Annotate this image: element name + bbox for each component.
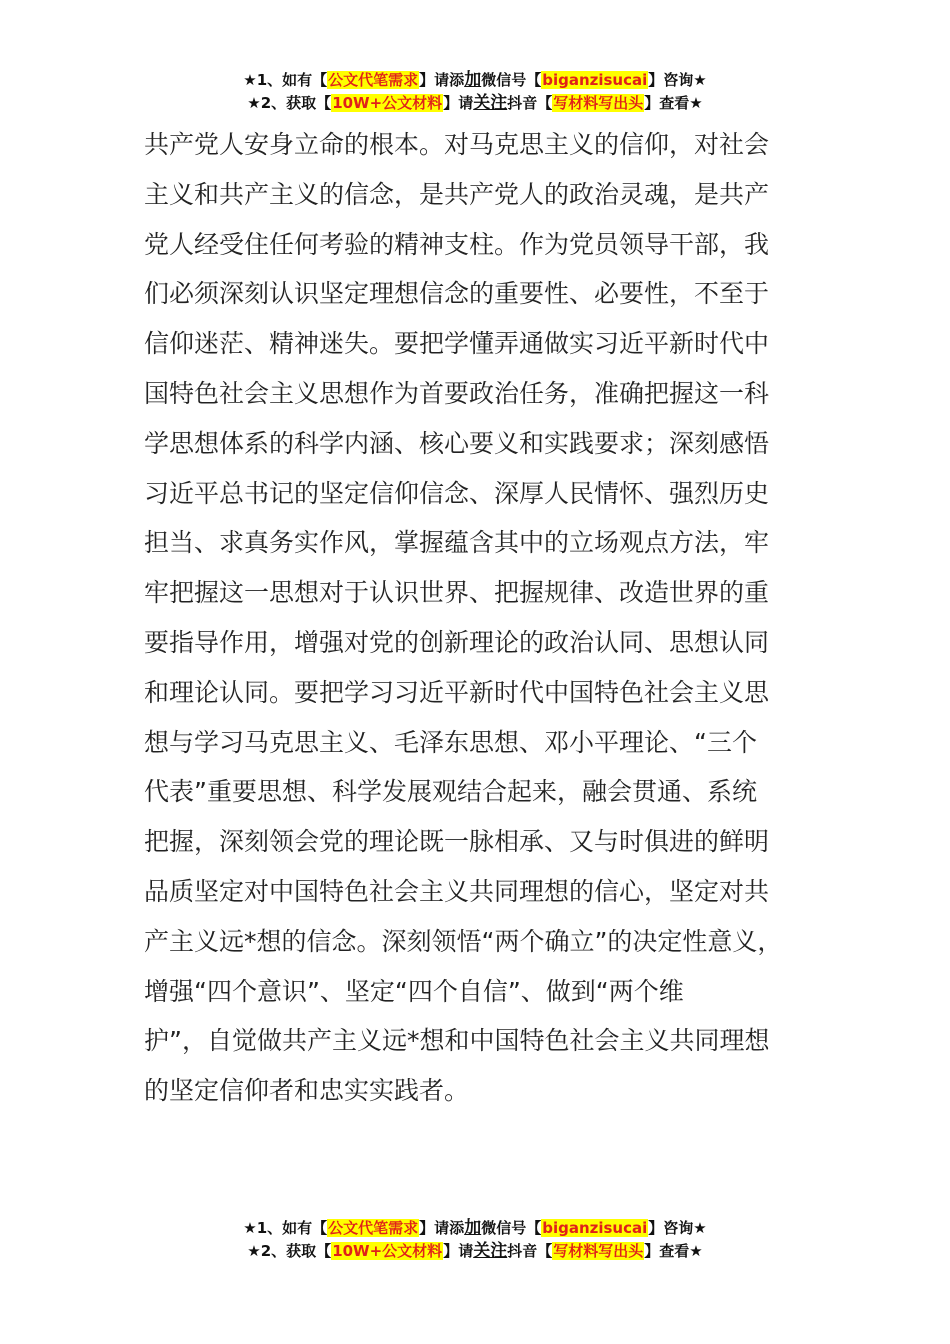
- body-line: 品质坚定对中国特色社会主义共同理想的信心，坚定对共: [144, 876, 770, 906]
- header-banner: [0, 69, 950, 115]
- body-line: 担当、求真务实作风，掌握蕴含其中的立场观点方法，牢: [144, 528, 770, 558]
- body-line: 共产党人安身立命的根本。对马克思主义的信仰，对社会: [144, 130, 770, 159]
- body-line: 习近平总书记的坚定信仰信念、深厚人民情怀、强烈历史: [144, 478, 770, 508]
- header-line-2-text-2: 抖音【: [507, 94, 553, 112]
- header-highlight-wechat: biganzisucai: [542, 71, 648, 89]
- header-line-2: [0, 92, 950, 115]
- footer-line-1-underline: 加: [464, 1218, 482, 1238]
- header-line-1: [0, 69, 950, 92]
- header-highlight-service: 公文代笔需求: [328, 71, 419, 89]
- header-line-1-text: 】请添: [419, 71, 465, 89]
- body-line: 牢把握这一思想对于认识世界、把握规律、改造世界的重: [144, 578, 770, 608]
- header-highlight-douyin: 写材料写出头: [553, 94, 644, 112]
- body-line: 代表”重要思想、科学发展观结合起来，融会贯通、系统: [144, 777, 757, 807]
- footer-line-1-text: 】请添: [419, 1219, 465, 1237]
- footer-line-2-text: 】请: [443, 1242, 474, 1260]
- footer-line-2-suffix: 】查看★: [644, 1242, 703, 1260]
- footer-line-1-suffix: 】咨询★: [648, 1219, 707, 1237]
- footer-highlight-wechat: biganzisucai: [542, 1219, 648, 1237]
- footer-line-2-text-2: 抖音【: [507, 1242, 553, 1260]
- footer-line-2-prefix: ★2、获取【: [247, 1242, 332, 1260]
- footer-highlight-service: 公文代笔需求: [328, 1219, 419, 1237]
- footer-line-1-prefix: ★1、如有【: [243, 1219, 328, 1237]
- footer-banner: [0, 1217, 950, 1263]
- body-line: 学思想体系的科学内涵、核心要义和实践要求；深刻感悟: [144, 428, 770, 458]
- body-line: 产主义远*想的信念。深刻领悟“两个确立”的决定性意义，: [144, 926, 783, 956]
- footer-line-1-text-2: 微信号【: [481, 1219, 542, 1237]
- body-line: 和理论认同。要把学习习近平新时代中国特色社会主义思: [144, 677, 770, 707]
- body-line: 想与学习马克思主义、毛泽东思想、邓小平理论、“三个: [144, 727, 757, 757]
- body-line: 国特色社会主义思想作为首要政治任务，准确把握这一科: [144, 378, 770, 408]
- footer-line-2-underline: 关注: [473, 1241, 508, 1261]
- footer-line-1: [0, 1217, 950, 1240]
- footer-highlight-douyin: 写材料写出头: [553, 1242, 644, 1260]
- body-line: 主义和共产主义的信念，是共产党人的政治灵魂，是共产: [144, 179, 770, 209]
- header-line-2-underline: 关注: [473, 93, 508, 113]
- body-line: 护”，自觉做共产主义远*想和中国特色社会主义共同理想: [144, 1026, 770, 1056]
- header-line-1-prefix: ★1、如有【: [243, 71, 328, 89]
- header-line-2-text: 】请: [443, 94, 474, 112]
- document-body: [144, 120, 814, 1116]
- footer-highlight-materials: 10W+公文材料: [332, 1242, 443, 1260]
- body-line: 要指导作用，增强对党的创新理论的政治认同、思想认同: [144, 627, 770, 657]
- body-line: 信仰迷茫、精神迷失。要把学懂弄通做实习近平新时代中: [144, 329, 770, 359]
- header-line-2-suffix: 】查看★: [644, 94, 703, 112]
- header-line-1-text-2: 微信号【: [481, 71, 542, 89]
- body-line: 的坚定信仰者和忠实实践者。: [144, 1076, 470, 1106]
- header-line-2-prefix: ★2、获取【: [247, 94, 332, 112]
- body-line: 把握，深刻领会党的理论既一脉相承、又与时俱进的鲜明: [144, 827, 770, 857]
- body-line: 增强“四个意识”、坚定“四个自信”、做到“两个维: [144, 976, 684, 1006]
- header-line-1-underline: 加: [464, 70, 482, 90]
- body-line: 党人经受住任何考验的精神支柱。作为党员领导干部，我: [144, 229, 770, 259]
- header-line-1-suffix: 】咨询★: [648, 71, 707, 89]
- header-highlight-materials: 10W+公文材料: [332, 94, 443, 112]
- footer-line-2: [0, 1240, 950, 1263]
- body-line: 们必须深刻认识坚定理想信念的重要性、必要性，不至于: [144, 279, 770, 309]
